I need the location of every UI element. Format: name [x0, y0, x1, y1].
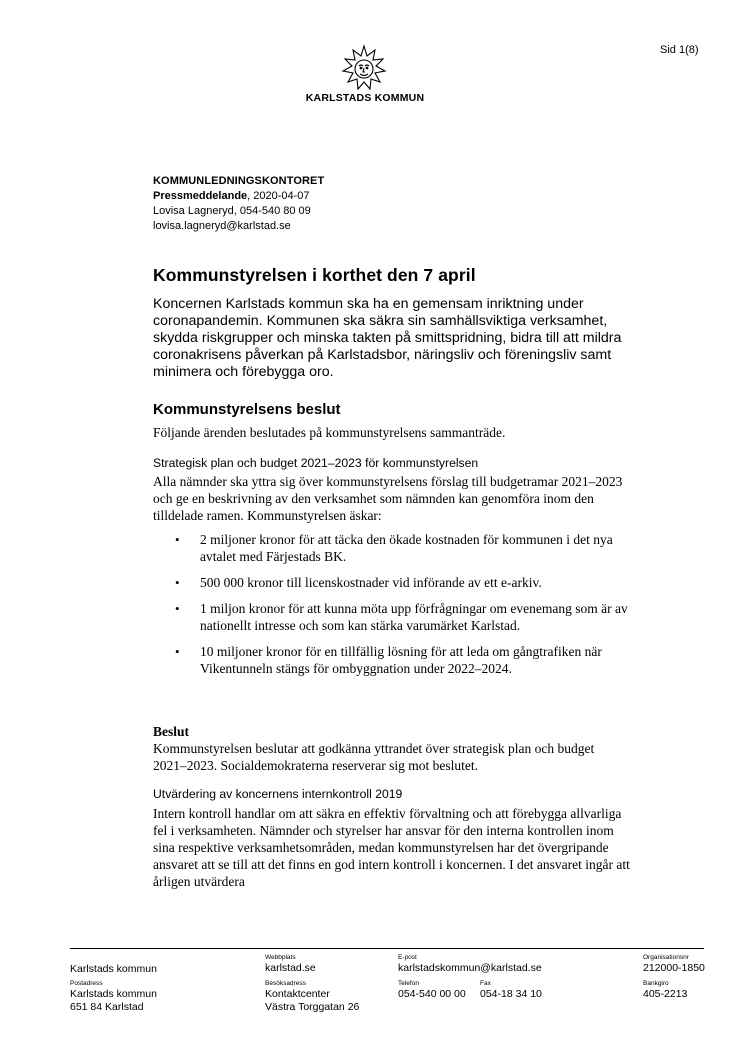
footer-fax-value: 054-18 34 10 — [480, 988, 542, 1000]
list-item-text: 10 miljoner kronor för en tillfällig lösning för att leda om gångtrafiken när Vikentunneln stängs för ombyggnation under 2022–2024. — [200, 644, 602, 676]
footer-postal-line1: Karlstads kommun — [70, 988, 157, 1000]
page-title: Kommunstyrelsen i korthet den 7 april — [153, 265, 476, 285]
footer-visit-line2: Västra Torggatan 26 — [265, 1001, 360, 1013]
footer-postal-line2: 651 84 Karlstad — [70, 1001, 144, 1013]
section-heading: Kommunstyrelsens beslut — [153, 401, 341, 418]
doc-date: , 2020-04-07 — [247, 190, 310, 202]
footer-phone-value: 054-540 00 00 — [398, 988, 466, 1000]
bullet-icon: • — [175, 532, 180, 547]
decision-text: Kommunstyrelsen beslutar att godkänna yttrandet över strategisk plan och budget 2021–2023. Socialdemokraterna reserverar sig mot beslutet. — [153, 741, 595, 773]
footer-postal-label: Postadress — [70, 980, 103, 987]
doc-type: Pressmeddelande — [153, 190, 248, 202]
footer-email-label: E-post — [398, 954, 417, 961]
section-intro: Följande ärenden beslutades på kommunstyrelsens sammanträde. — [153, 425, 506, 440]
item2-heading: Utvärdering av koncernens internkontroll 2019 — [153, 787, 403, 801]
doc-type-line — [153, 189, 324, 204]
item1-heading: Strategisk plan och budget 2021–2023 för kommunstyrelsen — [153, 456, 479, 470]
intro-paragraph: Koncernen Karlstads kommun ska ha en gemensam inriktning under coronapandemin. Kommunen ska säkra sin samhällsviktiga verksamhet, skydda riskgrupper och minska takten på smittspridning, bidra till att mildra coronakrisens påverkan på Karlstadsbor, näringsliv och föreningsliv samt minimera och förebygga oro. — [153, 296, 622, 380]
list-item — [160, 643, 650, 677]
contact-email: lovisa.lagneryd@karlstad.se — [153, 220, 291, 232]
list-item-text: 2 miljoner kronor för att täcka den ökade kostnaden för kommunen i det nya avtalet med Färjestads BK. — [200, 532, 613, 564]
bullet-icon: • — [175, 575, 180, 590]
list-item-text: 1 miljon kronor för att kunna möta upp förfrågningar om evenemang som är av nationellt intresse och som kan stärka varumärket Karlstad. — [200, 601, 628, 633]
contact: Lovisa Lagneryd, 054-540 80 09 — [153, 205, 311, 217]
footer-visit-label: Besöksadress — [265, 980, 306, 987]
footer-fax-label: Fax — [480, 980, 491, 987]
footer-web-label: Webbplats — [265, 954, 296, 961]
decision-label: Beslut — [153, 724, 190, 739]
footer-org-name: Karlstads kommun — [70, 963, 157, 975]
item1-body: Alla nämnder ska yttra sig över kommunstyrelsens förslag till budgetramar 2021–2023 och ge en beskrivning av den verksamhet som nämnden kan genomföra inom den tilldelade ramen. Kommunstyrelsen äskar: — [153, 474, 623, 523]
footer-orgnr-value: 212000-1850 — [643, 962, 705, 974]
list-item-text: 500 000 kronor till licenskostnader vid införande av ett e-arkiv. — [200, 575, 542, 590]
footer-phone-label: Telefon — [398, 980, 419, 987]
sun-icon — [340, 44, 388, 92]
footer-email-value: karlstadskommun@karlstad.se — [398, 962, 542, 974]
header-block — [153, 174, 324, 234]
footer-web-value: karlstad.se — [265, 962, 316, 974]
footer-bankgiro-label: Bankgiro — [643, 980, 669, 987]
page-number: Sid 1(8) — [660, 44, 699, 56]
footer-visit-line1: Kontaktcenter — [265, 988, 330, 1000]
footer-orgnr-label: Organisationsnr — [643, 954, 689, 961]
item2-body: Intern kontroll handlar om att säkra en effektiv förvaltning och att förebygga allvarliga fel i verksamheten. Nämnder och styrelser har ansvar för den interna kontrollen inom sina respektive verksamhetsområden, medan kommunstyrelsen har det övergripande ansvaret att se till att det finns en god intern kontroll i koncernen. I det ansvaret ingår att årligen utvärdera — [153, 806, 630, 889]
bullet-icon: • — [175, 644, 180, 659]
list-item — [160, 574, 650, 591]
list-item — [160, 600, 650, 634]
footer-divider — [70, 948, 704, 949]
logo-text: KARLSTADS KOMMUN — [305, 92, 425, 104]
list-item — [160, 531, 650, 565]
bullet-icon: • — [175, 601, 180, 616]
footer-bankgiro-value: 405-2213 — [643, 988, 688, 1000]
department: KOMMUNLEDNINGSKONTORET — [153, 175, 325, 187]
item1-bullet-list — [160, 531, 650, 686]
